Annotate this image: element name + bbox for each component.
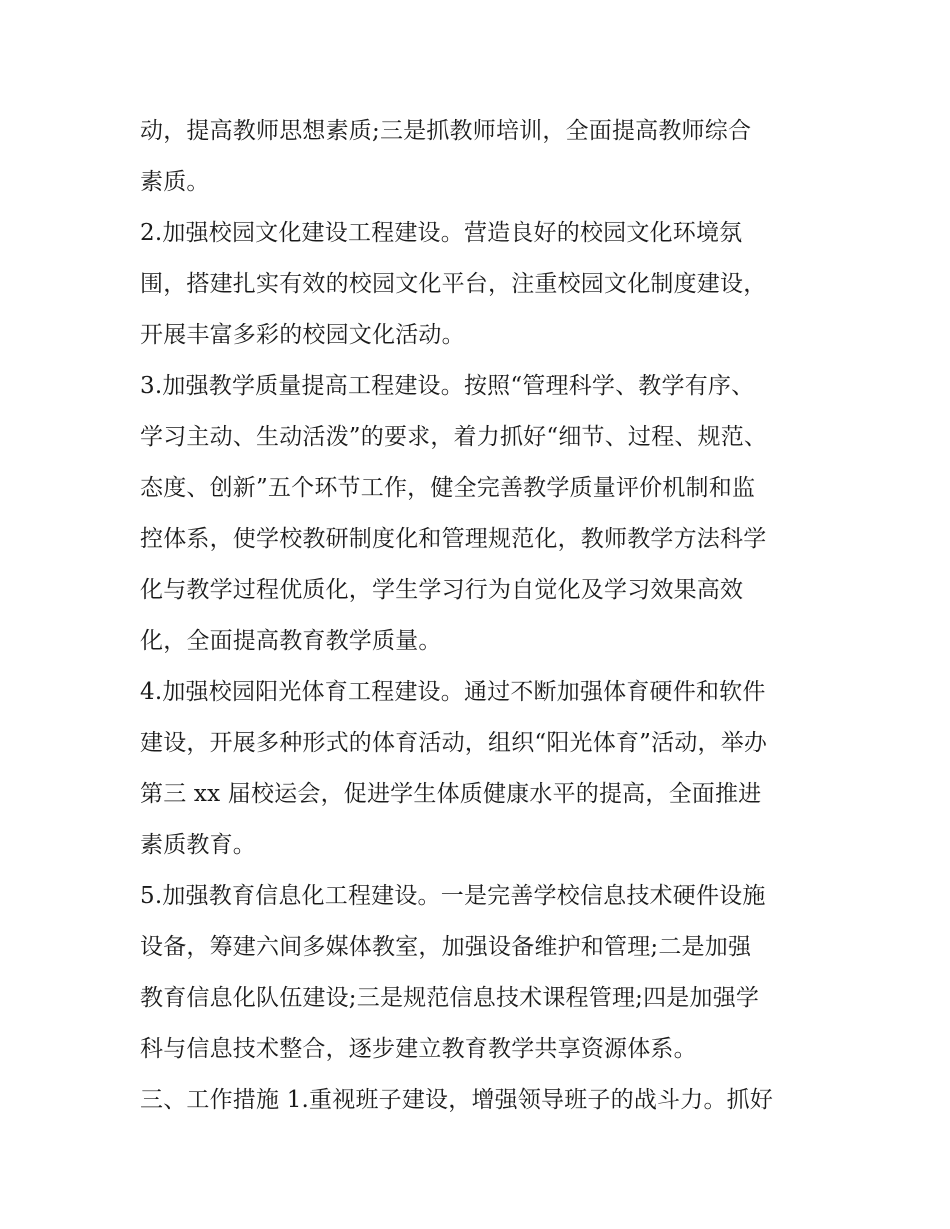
text-line: 3.加强教学质量提高工程建设。按照“管理科学、教学有序、 — [140, 373, 755, 399]
paragraph-item-4 — [140, 667, 820, 871]
text-line: 态度、创新”五个环节工作，健全完善教学质量评价机制和监 — [140, 475, 756, 501]
text-line: 围，搭建扎实有效的校园文化平台，注重校园文化制度建设， — [140, 271, 767, 297]
text-line: 第三 xx 届校运会，促进学生体质健康水平的提高，全面推进 — [140, 781, 762, 807]
text-line: 动，提高教师思想素质;三是抓教师培训，全面提高教师综合 — [140, 118, 752, 144]
text-line: 教育信息化队伍建设;三是规范信息技术课程管理;四是加强学 — [140, 985, 760, 1011]
text-line: 学习主动、生动活泼”的要求，着力抓好“细节、过程、规范、 — [140, 424, 768, 450]
text-line: 三、工作措施 1.重视班子建设，增强领导班子的战斗力。抓好 — [140, 1087, 774, 1113]
document-body — [140, 106, 820, 1126]
text-line: 素质。 — [140, 169, 210, 195]
text-line: 化，全面提高教育教学质量。 — [140, 628, 442, 654]
paragraph-item-3 — [140, 361, 820, 667]
text-line: 建设，开展多种形式的体育活动，组织“阳光体育”活动，举办 — [140, 730, 768, 756]
text-line: 开展丰富多彩的校园文化活动。 — [140, 322, 465, 348]
paragraph-continuation — [140, 106, 820, 208]
paragraph-section-3 — [140, 1075, 820, 1126]
text-line: 科与信息技术整合，逐步建立教育教学共享资源体系。 — [140, 1036, 697, 1062]
text-line: 5.加强教育信息化工程建设。一是完善学校信息技术硬件设施 — [140, 883, 766, 909]
text-line: 2.加强校园文化建设工程建设。营造良好的校园文化环境氛 — [140, 220, 743, 246]
text-line: 素质教育。 — [140, 832, 256, 858]
text-line: 设备，筹建六间多媒体教室，加强设备维护和管理;二是加强 — [140, 934, 752, 960]
text-line: 控体系，使学校教研制度化和管理规范化，教师教学方法科学 — [140, 526, 767, 552]
text-line: 化与教学过程优质化，学生学习行为自觉化及学习效果高效 — [140, 577, 744, 603]
paragraph-item-5 — [140, 871, 820, 1075]
text-line: 4.加强校园阳光体育工程建设。通过不断加强体育硬件和软件 — [140, 679, 766, 705]
paragraph-item-2 — [140, 208, 820, 361]
